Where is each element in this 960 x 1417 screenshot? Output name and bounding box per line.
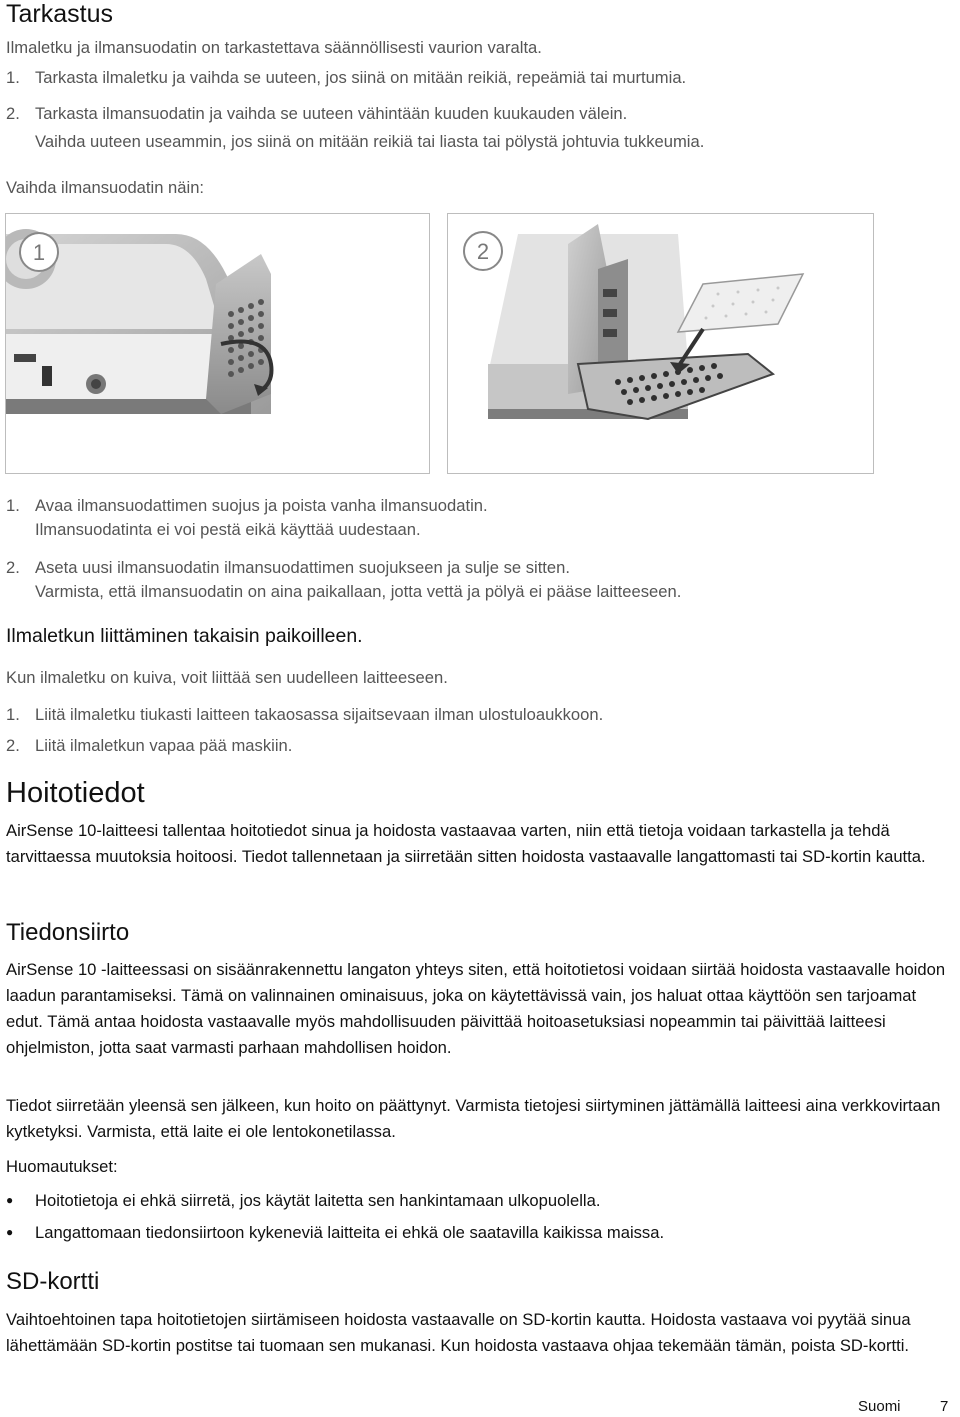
hoitotiedot-body: AirSense 10-laitteesi tallentaa hoitotiedot sinua ja hoidosta vastaavaa varten, niin että tietoja voidaan tarkastella ja tehdä tarvittaessa muutoksia hoitoosi. Tiedot tallennetaan ja siirretään sitten hoidosta vastaavalle langattomasti tai SD-kortin kautta. [6, 821, 926, 866]
step-text: Avaa ilmansuodattimen suojus ja poista vanha ilmansuodatin. [35, 496, 488, 515]
figure-open-filter-cover [5, 213, 430, 474]
step-text: Tarkasta ilmansuodatin ja vaihda se uuteen vähintään kuuden kuukauden välein. [35, 104, 628, 123]
bullet-icon: ● [6, 1225, 14, 1239]
footer-language: Suomi [858, 1398, 901, 1415]
figure-number-2: 2 [476, 239, 490, 264]
tiedonsiirto-body-2: Tiedot siirretään yleensä sen jälkeen, kun hoito on päättynyt. Varmista tietojesi siirtyminen jättämällä laitteesi aina verkkovirtaan kytketyksi. Varmista, että laite ei ole lentokonetilassa. [6, 1096, 941, 1141]
device-illustration-2 [448, 214, 874, 474]
step-number: 1. [6, 68, 20, 87]
step-text: Liitä ilmaletkun vapaa pää maskiin. [35, 736, 293, 755]
step-text: Aseta uusi ilmansuodatin ilmansuodattimen suojukseen ja sulje se sitten. [35, 558, 570, 577]
section-title-hoitotiedot: Hoitotiedot [6, 777, 145, 809]
reconnect-intro: Kun ilmaletku on kuiva, voit liittää sen uudelleen laitteeseen. [6, 668, 448, 687]
figure-insert-new-filter [447, 213, 874, 474]
section-title-sdkortti: SD-kortti [6, 1268, 100, 1295]
step-continuation: Vaihda uuteen useammin, jos siinä on mitään reikiä tai liasta tai pölystä johtuvia tukkeumia. [35, 132, 705, 151]
device-illustration-1 [6, 214, 430, 474]
page-number: 7 [940, 1398, 949, 1415]
tarkastus-intro: Ilmaletku ja ilmansuodatin on tarkastettava säännöllisesti vaurion varalta. [6, 38, 542, 57]
step-number: 2. [6, 104, 20, 123]
note-text: Hoitotietoja ei ehkä siirretä, jos käytät laitetta sen hankintamaan ulkopuolella. [35, 1191, 601, 1210]
step-text: Tarkasta ilmaletku ja vaihda se uuteen, jos siinä on mitään reikiä, repeämiä tai murtumia. [35, 68, 687, 87]
note-item [6, 1220, 664, 1245]
step-continuation: Varmista, että ilmansuodatin on aina paikallaan, jotta vettä ja pölyä ei pääse laitteeseen. [35, 582, 682, 601]
step-text: Liitä ilmaletku tiukasti laitteen takaosassa sijaitsevaan ilman ulostuloaukkoon. [35, 705, 604, 724]
step-number: 2. [6, 736, 20, 755]
step-number: 2. [6, 558, 20, 577]
section-title-tiedonsiirto: Tiedonsiirto [6, 919, 130, 946]
tarkastus-step-2 [6, 102, 704, 154]
step-number: 1. [6, 705, 20, 724]
tiedonsiirto-body-1: AirSense 10 -laitteessasi on sisäänrakennettu langaton yhteys siten, että hoitotietosi voidaan siirtää hoidosta vastaavalle hoidon laadun parantamiseksi. Tämä on valinnainen ominaisuus, joka on käytettävissä vain, jos haluat ottaa käyttöön sen tarjoamat edut. Tämä antaa hoidosta vastaavalle myös mahdollisuuden päivittää hoitoasetuksiasi nopeammin tai päivittää laitteesi ohjelmiston, jotta saat varmasti parhaan mahdollisen hoidon. [6, 960, 946, 1057]
tarkastus-step-1 [6, 66, 686, 90]
replace-filter-heading: Vaihda ilmansuodatin näin: [6, 178, 205, 197]
bullet-icon: ● [6, 1193, 14, 1207]
notes-heading: Huomautukset: [6, 1157, 118, 1176]
figure-number-1: 1 [32, 240, 46, 265]
reconnect-step-1 [6, 703, 603, 727]
note-item [6, 1188, 600, 1213]
section-title-tarkastus: Tarkastus [6, 0, 113, 28]
note-text: Langattomaan tiedonsiirtoon kykeneviä laitteita ei ehkä ole saatavilla kaikissa maissa. [35, 1223, 665, 1242]
step-continuation: Ilmansuodatinta ei voi pestä eikä käyttää uudestaan. [35, 520, 421, 539]
reconnect-step-2 [6, 734, 292, 758]
sdkortti-body: Vaihtoehtoinen tapa hoitotietojen siirtämiseen hoidosta vastaavalle on SD-kortin kautta. Hoidosta vastaava voi pyytää sinua lähettämään SD-kortin postitse tai tuomaan sen mukanasi. Kun hoidosta vastaava ohjaa tekemään tämän, poista SD-kortti. [6, 1310, 911, 1355]
filter-step-1 [6, 494, 488, 542]
filter-step-2 [6, 556, 681, 604]
section-title-reconnect: Ilmaletkun liittäminen takaisin paikoilleen. [6, 625, 363, 647]
step-number: 1. [6, 496, 20, 515]
